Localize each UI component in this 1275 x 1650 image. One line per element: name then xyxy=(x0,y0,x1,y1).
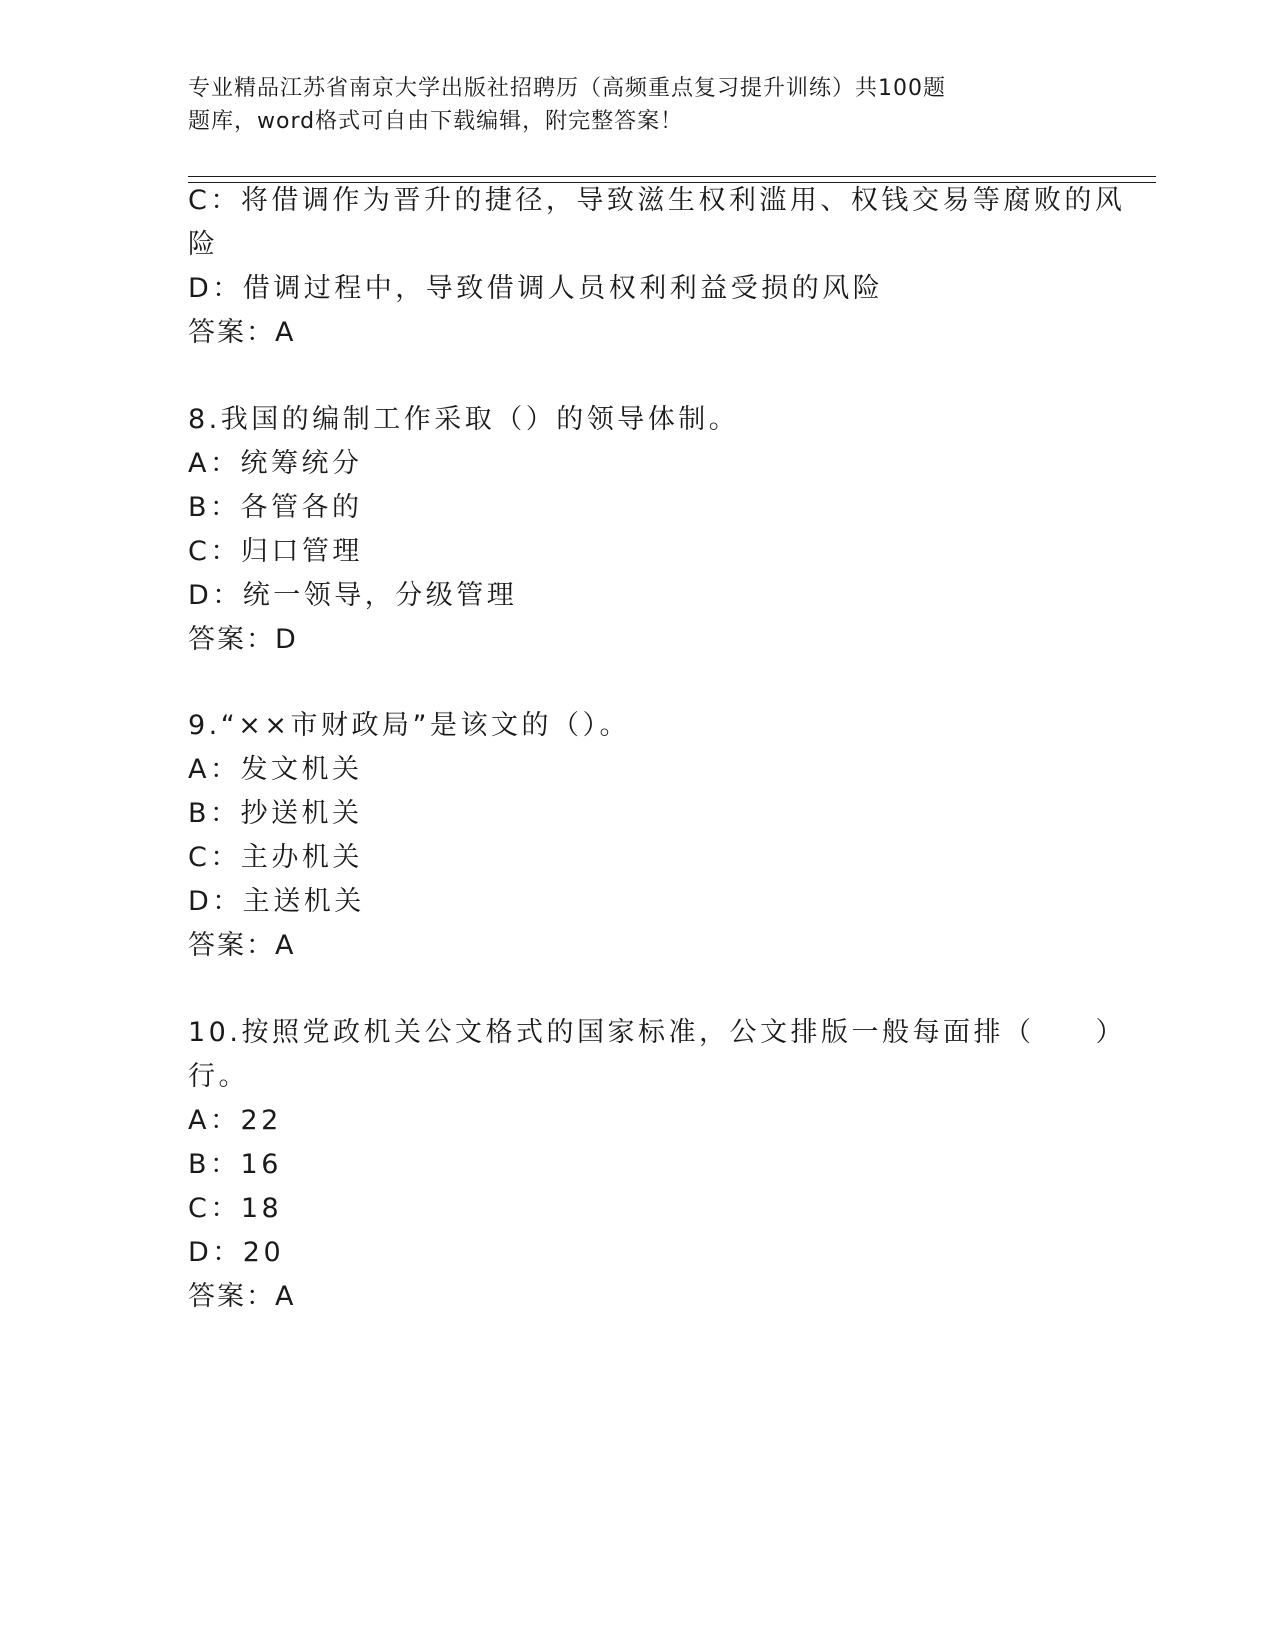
q10-question-line2: 行。 xyxy=(188,1061,249,1092)
document-header xyxy=(188,72,1048,138)
q9-option-c: C：主办机关 xyxy=(188,842,363,873)
q7-option-c-line1: C：将借调作为晋升的捷径，导致滋生权利滥用、权钱交易等腐败的风 xyxy=(188,185,1126,216)
q10-question-line1: 10.按照党政机关公文格式的国家标准，公文排版一般每面排（ ） xyxy=(188,1017,1126,1048)
q9-option-a: A：发文机关 xyxy=(188,754,363,785)
header-rule-top xyxy=(188,176,1156,177)
q8-option-b: B：各管各的 xyxy=(188,492,363,523)
q10-option-c: C：18 xyxy=(188,1193,283,1224)
header-line-2: 题库，word格式可自由下载编辑，附完整答案！ xyxy=(188,109,684,134)
q9-question: 9.“××市财政局”是该文的（）。 xyxy=(188,710,630,741)
q10-option-b: B：16 xyxy=(188,1149,282,1180)
q7-option-d: D：借调过程中，导致借调人员权利利益受损的风险 xyxy=(188,273,884,304)
q9-option-b: B：抄送机关 xyxy=(188,798,363,829)
q10-option-d: D：20 xyxy=(188,1237,285,1268)
header-line-1: 专业精品江苏省南京大学出版社招聘历（高频重点复习提升训练）共100题 xyxy=(188,76,946,101)
q8-answer: 答案：D xyxy=(188,624,298,655)
q8-option-d: D：统一领导，分级管理 xyxy=(188,580,518,611)
q8-question: 8.我国的编制工作采取（）的领导体制。 xyxy=(188,404,740,435)
q8-option-c: C：归口管理 xyxy=(188,536,363,567)
q10-option-a: A：22 xyxy=(188,1105,282,1136)
q9-option-d: D：主送机关 xyxy=(188,886,365,917)
q9-answer: 答案：A xyxy=(188,930,296,961)
q7-answer: 答案：A xyxy=(188,317,296,348)
q8-option-a: A：统筹统分 xyxy=(188,448,363,479)
q7-option-c-line2: 险 xyxy=(188,229,219,260)
q10-answer: 答案：A xyxy=(188,1281,296,1312)
